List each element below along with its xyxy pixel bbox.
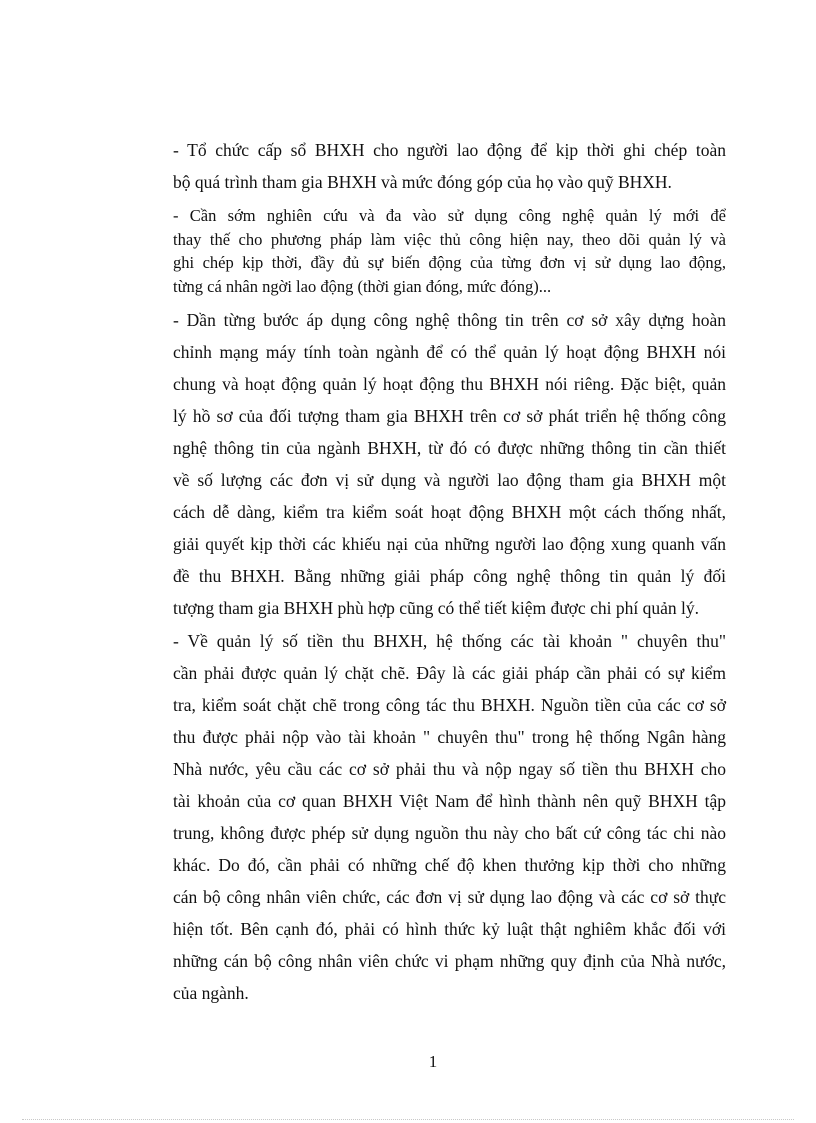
text-line: khác. Do đó, cần phải có những chế độ khen thưởng kịp thời cho những: [173, 855, 726, 875]
text-line: tượng tham gia BHXH phù hợp cũng có thể tiết kiệm được chi phí quản lý.: [173, 598, 699, 618]
text-line: cách dễ dàng, kiểm tra kiểm soát hoạt động BHXH một cách thống nhất,: [173, 502, 726, 522]
paragraph-issue-insurance-books: [173, 134, 726, 198]
text-line: lý hồ sơ của đối tượng tham gia BHXH trên cơ sở phát triển hệ thống công: [173, 406, 726, 426]
text-line: giải quyết kịp thời các khiếu nại của những người lao động xung quanh vấn: [173, 534, 726, 554]
text-line: đề thu BHXH. Bằng những giải pháp công nghệ thông tin quản lý đối: [173, 566, 726, 586]
text-line: bộ quá trình tham gia BHXH và mức đóng góp của họ vào quỹ BHXH.: [173, 172, 672, 192]
text-line: cần phải được quản lý chặt chẽ. Đây là các giải pháp cần phải có sự kiểm: [173, 663, 726, 683]
page-number: 1: [428, 1052, 438, 1071]
text-line: tra, kiểm soát chặt chẽ trong công tác thu BHXH. Nguồn tiền của các cơ sở: [173, 695, 726, 715]
paragraph-new-management-technology: [173, 204, 726, 298]
text-line: - Cần sớm nghiên cứu và đa vào sử dụng công nghệ quản lý mới để: [173, 206, 726, 225]
text-line: chỉnh mạng máy tính toàn ngành để có thể quản lý hoạt động BHXH nói: [173, 342, 726, 362]
text-line: ghi chép kịp thời, đầy đủ sự biến động của từng đơn vị sử dụng lao động,: [173, 253, 726, 272]
text-line: thu được phải nộp vào tài khoản " chuyên thu" trong hệ thống Ngân hàng: [173, 727, 726, 747]
text-line: thay thế cho phương pháp làm việc thủ công hiện nay, theo dõi quản lý và: [173, 229, 726, 249]
text-line: Nhà nước, yêu cầu các cơ sở phải thu và nộp ngay số tiền thu BHXH cho: [173, 759, 726, 779]
text-line: cán bộ công nhân viên chức, các đơn vị sử dụng lao động và các cơ sở thực: [173, 887, 726, 907]
text-line: trung, không được phép sử dụng nguồn thu này cho bất cứ công tác chi nào: [173, 823, 726, 843]
text-line: nghệ thông tin của ngành BHXH, từ đó có được những thông tin cần thiết: [173, 438, 726, 458]
paragraph-information-technology: [173, 304, 726, 624]
text-line: - Về quản lý số tiền thu BHXH, hệ thống các tài khoản " chuyên thu": [173, 631, 726, 651]
text-line: - Tổ chức cấp sổ BHXH cho người lao động để kịp thời ghi chép toàn: [173, 140, 726, 160]
text-line: tài khoản của cơ quan BHXH Việt Nam để hình thành nên quỹ BHXH tập: [173, 791, 726, 811]
text-line: những cán bộ công nhân viên chức vi phạm những quy định của Nhà nước,: [173, 951, 726, 971]
text-line: hiện tốt. Bên cạnh đó, phải có hình thức kỷ luật thật nghiêm khắc đối với: [173, 919, 726, 939]
text-line: - Dần từng bước áp dụng công nghệ thông tin trên cơ sở xây dựng hoàn: [173, 310, 726, 330]
text-line: về số lượng các đơn vị sử dụng và người lao động tham gia BHXH một: [173, 470, 726, 490]
paragraph-revenue-management: [173, 625, 726, 1009]
text-line: từng cá nhân ngời lao động (thời gian đóng, mức đóng)...: [173, 276, 552, 296]
page-bottom-dotted-rule: [22, 1119, 794, 1120]
text-line: của ngành.: [173, 983, 249, 1003]
text-line: chung và hoạt động quản lý hoạt động thu BHXH nói riêng. Đặc biệt, quản: [173, 374, 726, 394]
